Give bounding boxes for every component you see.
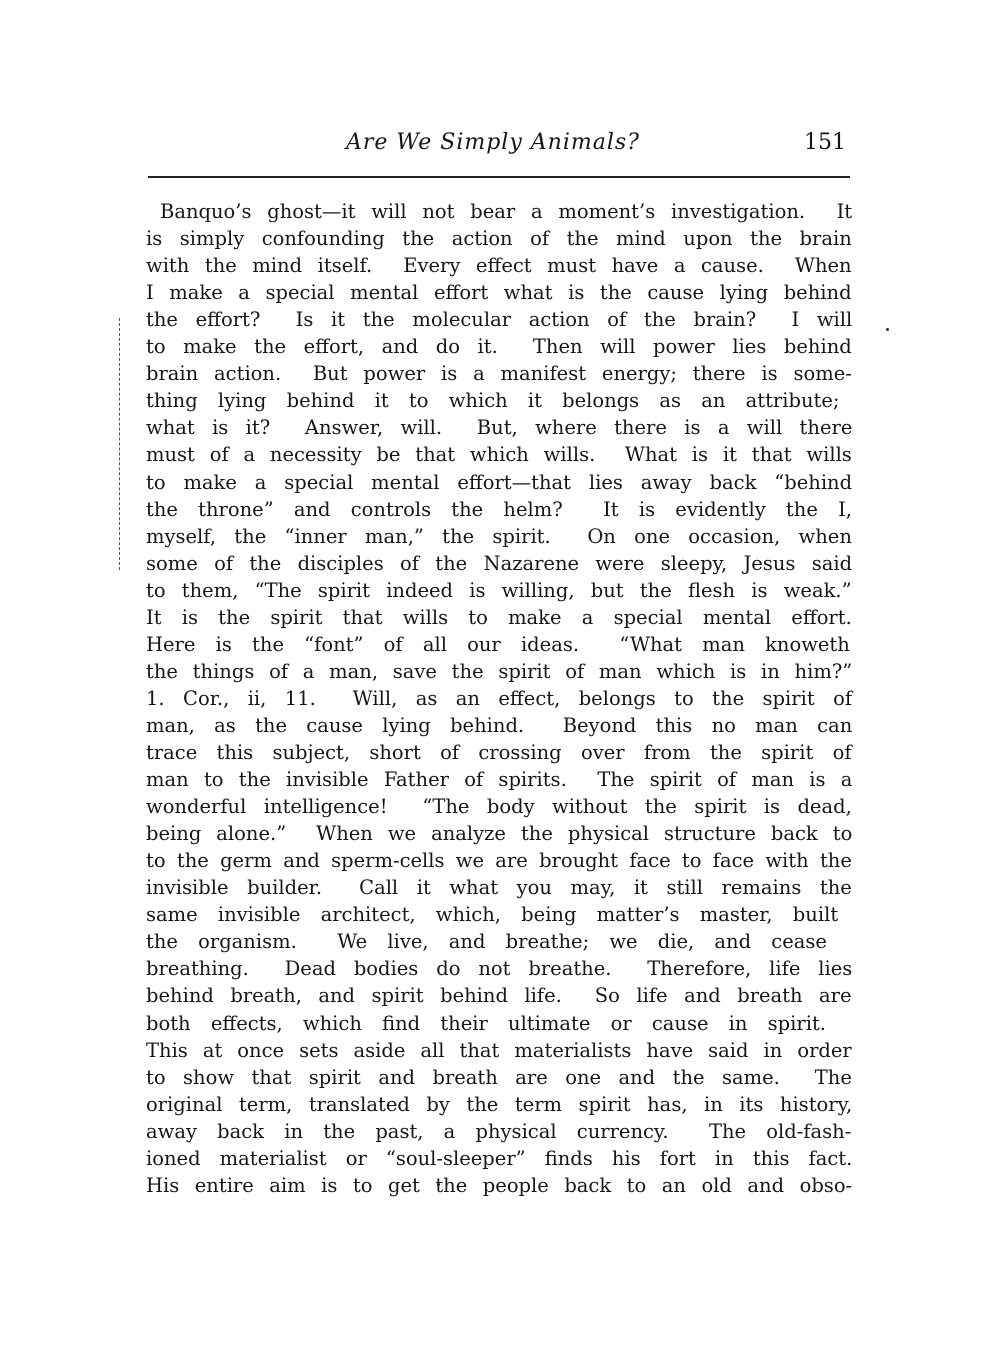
text-line: to make a special mental effort—that lies away back “behind [146, 470, 853, 494]
text-line: away back in the past, a physical currency. The old-fash- [146, 1119, 852, 1143]
text-line: invisible builder. Call it what you may, it still remains the [146, 876, 852, 900]
text-line: trace this subject, short of crossing over from the spirit of [146, 741, 852, 764]
text-line: breathing. Dead bodies do not breathe. Therefore, life lies [146, 957, 853, 981]
text-line: the effort? Is it the molecular action of the brain? I will [146, 308, 853, 332]
page-number: 151 [804, 130, 846, 155]
text-line: must of a necessity be that which wills. What is it that wills [146, 443, 852, 467]
text-line: both effects, which find their ultimate or cause in spirit. [146, 1011, 826, 1035]
text-line: to them, “The spirit indeed is willing, but the flesh is weak.” [146, 578, 852, 602]
text-line: to show that spirit and breath are one and the same. The [146, 1065, 852, 1089]
text-line: man to the invisible Father of spirits. The spirit of man is a [146, 768, 853, 792]
text-line: myself, the “inner man,” the spirit. On one occasion, when [146, 524, 852, 548]
text-line: the organism. We live, and breathe; we die, and cease [146, 930, 827, 954]
ink-speck [886, 328, 889, 331]
text-line: man, as the cause lying behind. Beyond this no man can [146, 713, 853, 737]
text-line: I make a special mental effort what is the cause lying behind [146, 281, 852, 305]
text-line: Banquo’s ghost—it will not bear a moment’s investigation. It [160, 200, 853, 223]
running-title: Are We Simply Animals? [346, 130, 640, 155]
text-line: brain action. But power is a manifest energy; there is some- [146, 362, 852, 386]
text-line: to make the effort, and do it. Then will power lies behind [146, 335, 852, 359]
text-line: with the mind itself. Every effect must have a cause. When [146, 254, 852, 278]
text-line: same invisible architect, which, being matter’s master, built [146, 903, 839, 927]
header-rule [148, 176, 850, 178]
text-line: to the germ and sperm-cells we are brought face to face with the [146, 849, 852, 873]
text-line: being alone.” When we analyze the physical structure back to [146, 822, 853, 846]
text-line: It is the spirit that wills to make a special mental effort. [146, 605, 852, 629]
text-line: ioned materialist or “soul-sleeper” finds his fort in this fact. [146, 1146, 853, 1170]
text-line: thing lying behind it to which it belongs as an attribute; [146, 389, 840, 413]
text-line: 1. Cor., ii, 11. Will, as an effect, belongs to the spirit of [146, 686, 853, 710]
page-header [148, 130, 850, 164]
text-line: some of the disciples of the Nazarene were sleepy, Jesus said [146, 551, 853, 575]
text-line: Here is the “font” of all our ideas. “What man knoweth [146, 632, 850, 656]
text-line: wonderful intelligence! “The body without the spirit is dead, [146, 795, 852, 819]
text-line: This at once sets aside all that materialists have said in order [146, 1038, 852, 1062]
text-line: is simply confounding the action of the mind upon the brain [146, 227, 852, 251]
margin-mark [119, 318, 120, 570]
text-line: behind breath, and spirit behind life. So life and breath are [146, 984, 852, 1008]
text-line: what is it? Answer, will. But, where there is a will there [146, 416, 853, 440]
text-line: the things of a man, save the spirit of man which is in him?” [146, 659, 853, 683]
text-line: original term, translated by the term spirit has, in its history, [146, 1092, 853, 1116]
text-line: the throne” and controls the helm? It is evidently the I, [146, 497, 852, 521]
text-line: His entire aim is to get the people back to an old and obso- [146, 1173, 853, 1197]
